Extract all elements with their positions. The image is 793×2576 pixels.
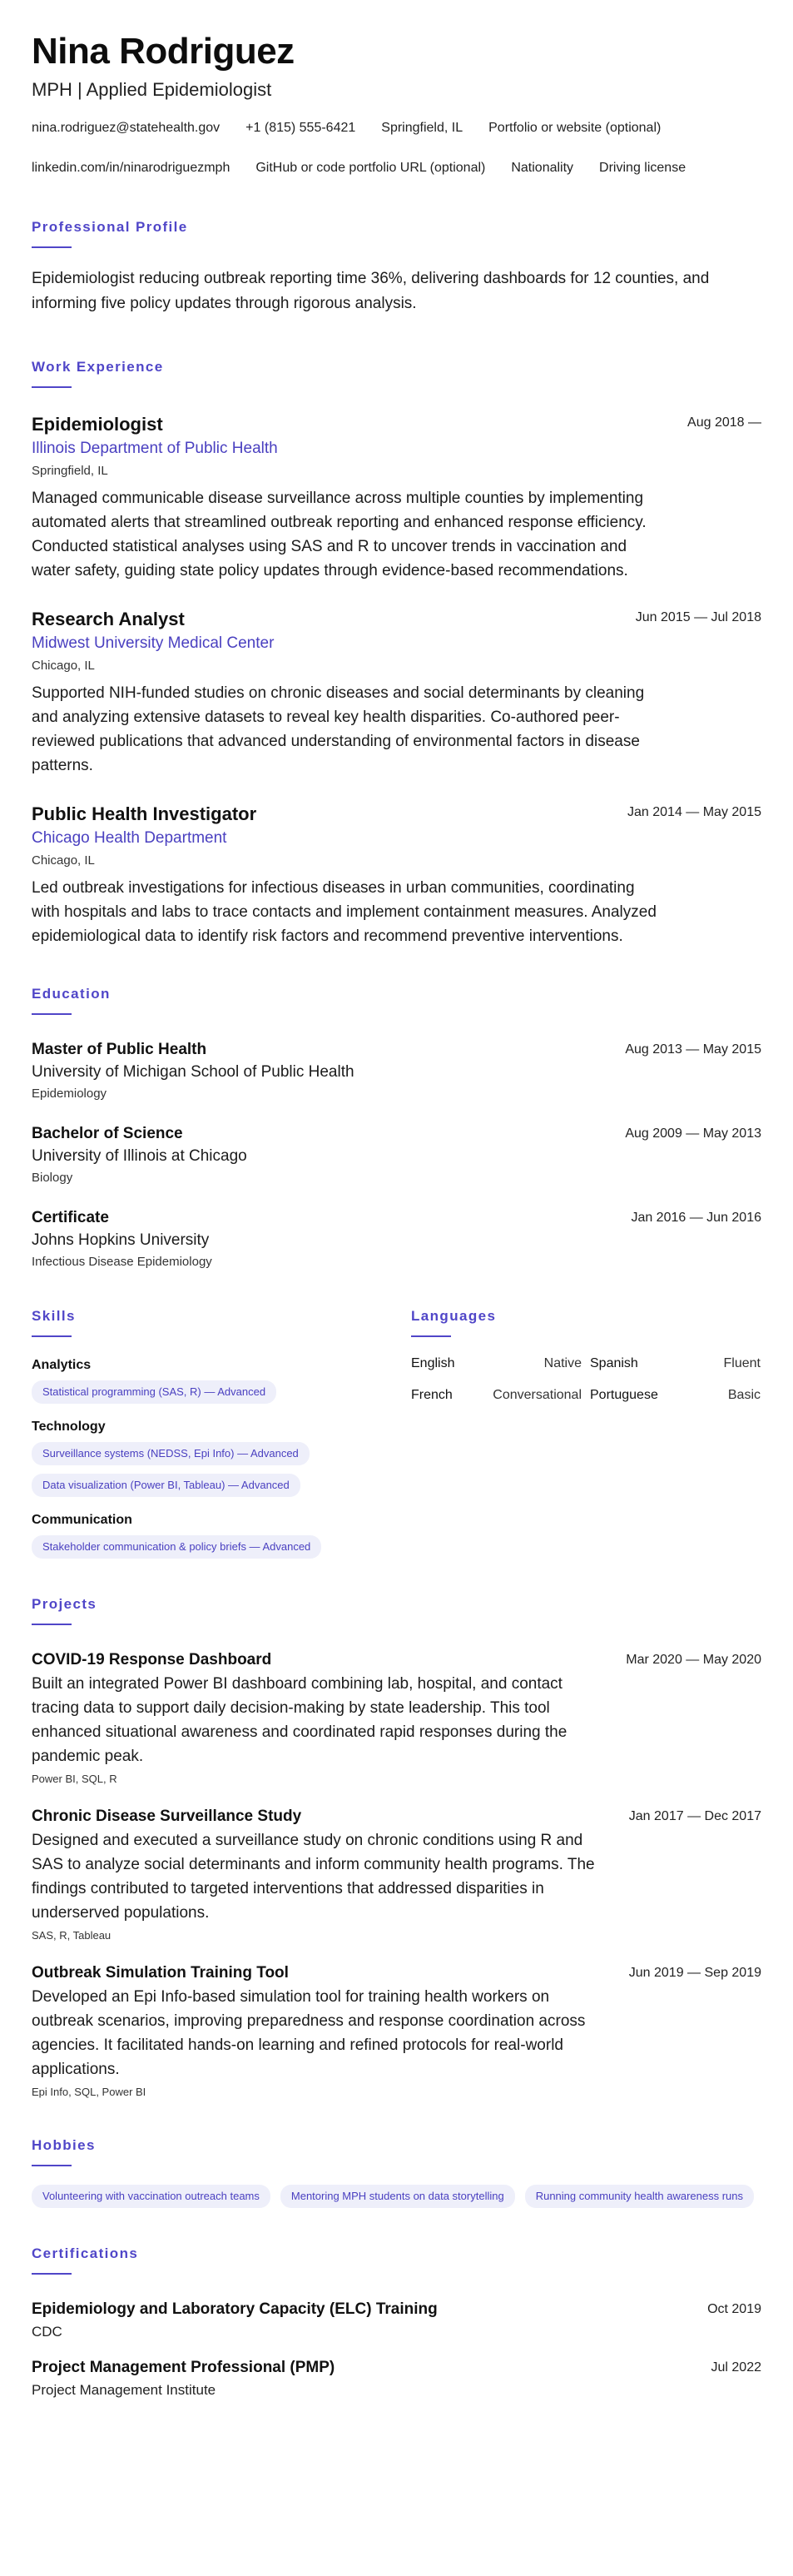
section-title-projects: Projects bbox=[32, 1596, 97, 1612]
section-rule bbox=[32, 1013, 72, 1015]
skill-pill: Data visualization (Power BI, Tableau) — Advanced bbox=[32, 1474, 300, 1497]
hobby-pill: Mentoring MPH students on data storytelling bbox=[280, 2185, 515, 2208]
section-rule bbox=[32, 2165, 72, 2166]
candidate-subtitle: MPH | Applied Epidemiologist bbox=[32, 79, 272, 100]
section-title-languages: Languages bbox=[411, 1308, 497, 1324]
language-item bbox=[590, 1355, 761, 1372]
project-description: Developed an Epi Info-based simulation tool for training health workers on outbreak scenarios, improving preparedness and response coordination across agencies. It facilitated hands-on learning and refined protocols for real-world applications. bbox=[32, 1988, 586, 2078]
job-dates: Jun 2015 — Jul 2018 bbox=[635, 610, 761, 624]
certification-entry bbox=[32, 2358, 761, 2399]
job-description: Led outbreak investigations for infectious diseases in urban communities, coordinating with hospitals and labs to trace contacts and implement containment measures. Analyzed epidemiological data to identify risk factors and recommend preventive interventions. bbox=[32, 879, 657, 945]
project-entry bbox=[32, 1963, 761, 2100]
section-title-education: Education bbox=[32, 986, 111, 1002]
education-school: University of Illinois at Chicago bbox=[32, 1147, 247, 1165]
project-title: Chronic Disease Surveillance Study bbox=[32, 1808, 302, 1825]
certification-date: Jul 2022 bbox=[711, 2360, 761, 2375]
language-name: French bbox=[411, 1388, 453, 1402]
job-organization: Chicago Health Department bbox=[32, 829, 227, 847]
education-dates: Aug 2009 — May 2013 bbox=[625, 1126, 761, 1141]
project-entry bbox=[32, 1807, 761, 1943]
profile-section bbox=[32, 218, 761, 316]
education-entry bbox=[32, 1208, 761, 1271]
language-name: English bbox=[411, 1356, 455, 1370]
project-dates: Jan 2017 — Dec 2017 bbox=[628, 1809, 761, 1823]
job-dates: Aug 2018 — bbox=[687, 415, 761, 430]
project-tech: Power BI, SQL, R bbox=[32, 1773, 117, 1785]
job-location: Chicago, IL bbox=[32, 659, 95, 673]
certification-name: Project Management Professional (PMP) bbox=[32, 2359, 335, 2376]
job-title: Epidemiologist bbox=[32, 414, 163, 435]
education-field: Biology bbox=[32, 1171, 73, 1185]
education-dates: Aug 2013 — May 2015 bbox=[625, 1042, 761, 1057]
language-level: Conversational bbox=[493, 1388, 582, 1402]
contact-linkedin[interactable]: linkedin.com/in/ninarodriguezmph bbox=[32, 161, 230, 175]
project-description: Designed and executed a surveillance study on chronic conditions using R and SAS to analyze social determinants and inform community health programs. The findings contributed to targeted interventions that addressed disparities in underserved populations. bbox=[32, 1832, 595, 1922]
section-rule bbox=[32, 246, 72, 248]
project-title: Outbreak Simulation Training Tool bbox=[32, 1964, 289, 1982]
section-title-hobbies: Hobbies bbox=[32, 2137, 96, 2153]
education-school: University of Michigan School of Public Health bbox=[32, 1063, 354, 1081]
project-dates: Mar 2020 — May 2020 bbox=[626, 1653, 761, 1667]
job-location: Chicago, IL bbox=[32, 853, 95, 868]
contact-portfolio[interactable]: Portfolio or website (optional) bbox=[488, 121, 662, 135]
education-degree: Master of Public Health bbox=[32, 1041, 207, 1058]
certification-entry bbox=[32, 2300, 761, 2341]
skill-pill: Statistical programming (SAS, R) — Advanced bbox=[32, 1380, 276, 1404]
education-field: Infectious Disease Epidemiology bbox=[32, 1255, 212, 1269]
job-organization: Illinois Department of Public Health bbox=[32, 440, 278, 457]
contact-location: Springfield, IL bbox=[381, 121, 463, 135]
skill-pill: Surveillance systems (NEDSS, Epi Info) — Advanced bbox=[32, 1442, 310, 1465]
profile-text: Epidemiologist reducing outbreak reporting time 36%, delivering dashboards for 12 counties, and informing five policy updates through rigorous analysis. bbox=[32, 270, 710, 312]
skill-pill: Stakeholder communication & policy briefs — Advanced bbox=[32, 1535, 321, 1559]
education-section bbox=[32, 985, 761, 1271]
candidate-name: Nina Rodriguez bbox=[32, 31, 295, 72]
education-dates: Jan 2016 — Jun 2016 bbox=[631, 1211, 761, 1225]
certification-date: Oct 2019 bbox=[707, 2302, 761, 2316]
language-item bbox=[411, 1355, 582, 1372]
contact-github[interactable]: GitHub or code portfolio URL (optional) bbox=[255, 161, 486, 175]
education-entry bbox=[32, 1040, 761, 1102]
certifications-section bbox=[32, 2245, 761, 2399]
section-rule bbox=[32, 1335, 72, 1337]
section-title-profile: Professional Profile bbox=[32, 219, 188, 235]
contact-nationality: Nationality bbox=[511, 161, 574, 175]
job-entry bbox=[32, 608, 761, 778]
project-dates: Jun 2019 — Sep 2019 bbox=[628, 1966, 761, 1980]
language-level: Basic bbox=[727, 1388, 761, 1402]
experience-section bbox=[32, 358, 761, 948]
education-degree: Bachelor of Science bbox=[32, 1125, 183, 1142]
languages-section bbox=[411, 1307, 761, 1559]
job-organization: Midwest University Medical Center bbox=[32, 634, 275, 652]
skills-section bbox=[32, 1307, 411, 1559]
job-description: Managed communicable disease surveillance across multiple counties by implementing automated alerts that streamlined outbreak reporting and enhanced response efficiency. Conducted statistical analyses using SAS and R to uncover trends in vaccination and water safety, guiding state policy updates through evidence-based recommendations. bbox=[32, 490, 647, 579]
projects-section bbox=[32, 1595, 761, 2100]
project-description: Built an integrated Power BI dashboard combining lab, hospital, and contact tracing data to support daily decision-making by state leadership. This tool enhanced situational awareness and coordinated rapid responses during the pandemic peak. bbox=[32, 1675, 567, 1765]
section-rule bbox=[32, 1624, 72, 1625]
certification-name: Epidemiology and Laboratory Capacity (ELC) Training bbox=[32, 2300, 438, 2318]
language-level: Native bbox=[543, 1356, 582, 1370]
skill-category-name: Technology bbox=[32, 1420, 106, 1434]
job-title: Public Health Investigator bbox=[32, 803, 257, 824]
education-entry bbox=[32, 1124, 761, 1186]
language-item bbox=[411, 1387, 582, 1404]
skills-languages-row bbox=[32, 1307, 761, 1559]
job-description: Supported NIH-funded studies on chronic diseases and social determinants by cleaning and analyzing extensive datasets to reveal key health disparities. Co-authored peer-reviewed publications that advanced understanding of environmental factors in disease patterns. bbox=[32, 684, 645, 774]
job-title: Research Analyst bbox=[32, 609, 185, 629]
skill-category-name: Analytics bbox=[32, 1358, 92, 1372]
skill-category bbox=[32, 1512, 411, 1559]
certification-issuer: Project Management Institute bbox=[32, 2382, 216, 2398]
contact-info bbox=[32, 120, 761, 177]
hobbies-list bbox=[32, 2185, 764, 2208]
project-tech: Epi Info, SQL, Power BI bbox=[32, 2086, 146, 2098]
job-dates: Jan 2014 — May 2015 bbox=[627, 805, 761, 819]
contact-phone[interactable]: +1 (815) 555-6421 bbox=[245, 121, 356, 135]
education-degree: Certificate bbox=[32, 1209, 109, 1226]
job-entry bbox=[32, 413, 761, 583]
job-entry bbox=[32, 803, 761, 948]
language-name: Portuguese bbox=[590, 1388, 658, 1402]
section-title-certifications: Certifications bbox=[32, 2245, 139, 2261]
section-rule bbox=[411, 1335, 451, 1337]
project-tech: SAS, R, Tableau bbox=[32, 1929, 112, 1942]
languages-grid bbox=[411, 1355, 761, 1404]
skill-category-name: Communication bbox=[32, 1513, 132, 1527]
project-title: COVID-19 Response Dashboard bbox=[32, 1651, 272, 1668]
hobby-pill: Volunteering with vaccination outreach teams bbox=[32, 2185, 270, 2208]
project-entry bbox=[32, 1650, 761, 1787]
certification-issuer: CDC bbox=[32, 2324, 62, 2340]
skill-category bbox=[32, 1419, 411, 1497]
hobby-pill: Running community health awareness runs bbox=[525, 2185, 754, 2208]
language-level: Fluent bbox=[723, 1356, 761, 1370]
hobbies-section bbox=[32, 2136, 761, 2208]
job-location: Springfield, IL bbox=[32, 464, 108, 478]
language-name: Spanish bbox=[590, 1356, 638, 1370]
resume-header bbox=[32, 30, 761, 177]
language-item bbox=[590, 1387, 761, 1404]
skill-category bbox=[32, 1357, 411, 1404]
section-rule bbox=[32, 386, 72, 388]
section-rule bbox=[32, 2273, 72, 2275]
section-title-skills: Skills bbox=[32, 1308, 76, 1324]
education-school: Johns Hopkins University bbox=[32, 1231, 210, 1249]
contact-email[interactable]: nina.rodriguez@statehealth.gov bbox=[32, 121, 221, 135]
education-field: Epidemiology bbox=[32, 1087, 107, 1101]
section-title-experience: Work Experience bbox=[32, 359, 164, 375]
contact-driving-license: Driving license bbox=[599, 161, 686, 175]
